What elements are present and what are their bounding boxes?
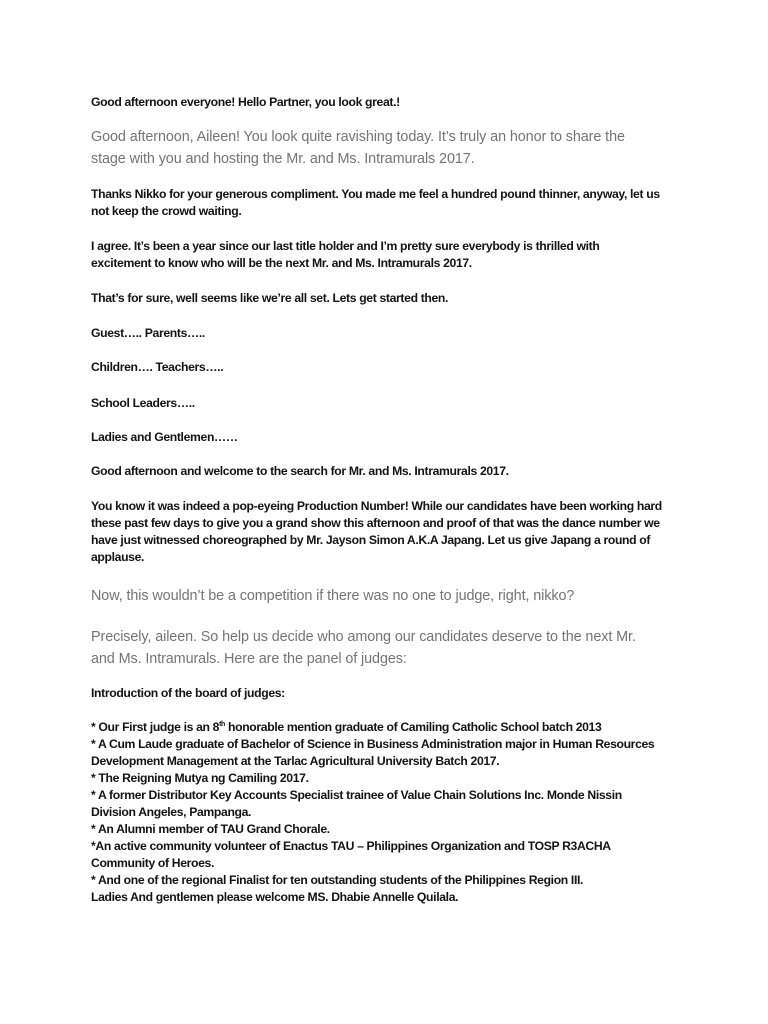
- judge-bio-line: Community of Heroes.: [91, 856, 215, 870]
- judge-bio-line: Division Angeles, Pampanga.: [91, 805, 252, 819]
- cohost-reply: [91, 126, 691, 170]
- judges-heading: [91, 685, 691, 702]
- greeting-line: [91, 94, 691, 111]
- judge-bio-line: Development Management at the Tarlac Agricultural University Batch 2017.: [91, 754, 500, 768]
- judge-bio-line: *An active community volunteer of Enactus TAU – Philippines Organization and TOSP R3ACHA: [91, 839, 611, 853]
- thanks-paragraph: [91, 186, 691, 220]
- guests-line: [91, 325, 691, 342]
- text-line: stage with you and hosting the Mr. and Ms. Intramurals 2017.: [91, 151, 475, 167]
- competition-line: [91, 585, 691, 607]
- judge-bio-line: * And one of the regional Finalist for ten outstanding students of the Philippines Region III.: [91, 873, 584, 887]
- text-line: Good afternoon and welcome to the search for Mr. and Ms. Intramurals 2017.: [91, 464, 509, 478]
- text-line: these past few days to give you a grand show this afternoon and proof of that was the dance number we: [91, 516, 660, 530]
- judge-bio-line: [91, 719, 691, 736]
- text-line: Introduction of the board of judges:: [91, 686, 285, 700]
- production-number-paragraph: [91, 498, 691, 566]
- text-line: Now, this wouldn’t be a competition if there was no one to judge, right, nikko?: [91, 588, 575, 604]
- text-line: Thanks Nikko for your generous compliment. You made me feel a hundred pound thinner, anyway, let us: [91, 187, 660, 201]
- get-started-line: [91, 290, 691, 307]
- text-segment: honorable mention graduate of Camiling Catholic School batch 2013: [224, 720, 602, 734]
- text-line: excitement to know who will be the next Mr. and Ms. Intramurals 2017.: [91, 256, 472, 270]
- text-line: That’s for sure, well seems like we’re all set. Lets get started then.: [91, 291, 449, 305]
- judge-bio-line: Ladies And gentlemen please welcome MS. Dhabie Annelle Quilala.: [91, 890, 459, 904]
- text-line: applause.: [91, 550, 145, 564]
- text-line: not keep the crowd waiting.: [91, 204, 242, 218]
- text-line: School Leaders…..: [91, 396, 195, 410]
- judge-bio-list: [91, 719, 691, 906]
- judge-bio-line: * The Reigning Mutya ng Camiling 2017.: [91, 771, 309, 785]
- welcome-line: [91, 463, 691, 480]
- text-line: and Ms. Intramurals. Here are the panel of judges:: [91, 651, 407, 667]
- judge-bio-line: * A Cum Laude graduate of Bachelor of Science in Business Administration major in Human Resources: [91, 737, 655, 751]
- ladies-gentlemen-line: [91, 429, 691, 446]
- panel-intro-paragraph: [91, 626, 691, 670]
- agree-paragraph: [91, 238, 691, 272]
- text-line: You know it was indeed a pop-eyeing Production Number! While our candidates have been working hard: [91, 499, 662, 513]
- text-line: Guest….. Parents…..: [91, 326, 205, 340]
- children-line: [91, 359, 691, 376]
- text-line: Good afternoon everyone! Hello Partner, you look great.!: [91, 95, 400, 109]
- text-segment: * Our First judge is an 8: [91, 720, 220, 734]
- text-line: I agree. It’s been a year since our last title holder and I’m pretty sure everybody is thrilled with: [91, 239, 600, 253]
- text-line: Precisely, aileen. So help us decide who among our candidates deserve to the next Mr.: [91, 629, 636, 645]
- text-line: have just witnessed choreographed by Mr. Jayson Simon A.K.A Japang. Let us give Japang a round of: [91, 533, 651, 547]
- school-leaders-line: [91, 395, 691, 412]
- text-line: Ladies and Gentlemen……: [91, 430, 238, 444]
- superscript: th: [219, 720, 225, 728]
- text-line: Children…. Teachers…..: [91, 360, 224, 374]
- judge-bio-line: * A former Distributor Key Accounts Specialist trainee of Value Chain Solutions Inc. Monde Nissin: [91, 788, 622, 802]
- text-line: Good afternoon, Aileen! You look quite ravishing today. It’s truly an honor to share the: [91, 129, 625, 145]
- judge-bio-line: * An Alumni member of TAU Grand Chorale.: [91, 822, 330, 836]
